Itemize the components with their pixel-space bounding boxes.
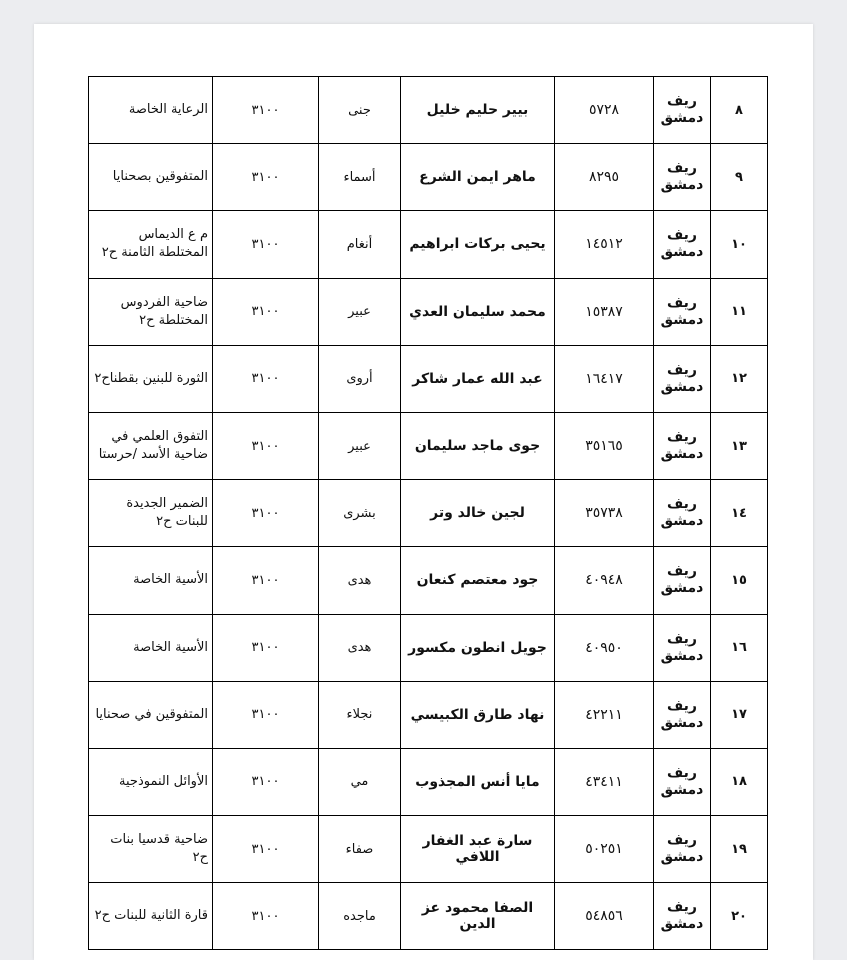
table-row (89, 480, 768, 547)
exam-number: ٥٧٢٨ (555, 77, 654, 144)
mother-name: هدى (319, 547, 401, 614)
row-index: ١٢ (711, 345, 768, 412)
region-line-2: دمشق (660, 647, 704, 664)
region-line-1: ريف (667, 160, 697, 177)
total-score: ٣١٠٠ (213, 883, 319, 950)
table-row (89, 681, 768, 748)
row-index: ٨ (711, 77, 768, 144)
student-name: مايا أنس المجذوب (401, 748, 555, 815)
region-line-1: ريف (667, 832, 697, 849)
table-row (89, 816, 768, 883)
region-line-1: ريف (667, 630, 697, 647)
region-line-2: دمشق (660, 378, 704, 395)
exam-number: ٤٠٩٥٠ (555, 614, 654, 681)
mother-name: هدى (319, 614, 401, 681)
row-index: ١٤ (711, 480, 768, 547)
region-line-1: ريف (667, 93, 697, 110)
student-name: جويل انطون مكسور (401, 614, 555, 681)
student-name: يحيى بركات ابراهيم (401, 211, 555, 278)
row-index: ٩ (711, 144, 768, 211)
results-table-body (89, 77, 768, 950)
total-score: ٣١٠٠ (213, 614, 319, 681)
exam-number: ٤٢٢١١ (555, 681, 654, 748)
region-line-2: دمشق (660, 714, 704, 731)
student-name: سارة عبد الغفار اللافي (401, 816, 555, 883)
exam-number: ٨٢٩٥ (555, 144, 654, 211)
exam-number: ١٥٣٨٧ (555, 278, 654, 345)
region-cell (654, 883, 711, 950)
region-cell (654, 211, 711, 278)
student-name: بيير حليم خليل (401, 77, 555, 144)
region-line-2: دمشق (660, 916, 704, 933)
exam-number: ٣٥٧٣٨ (555, 480, 654, 547)
school-name: الثورة للبنين بقطناح٢ (89, 345, 213, 412)
school-name: التفوق العلمي في ضاحية الأسد /حرستا (89, 412, 213, 479)
region-cell (654, 412, 711, 479)
results-table (88, 76, 768, 950)
region-cell (654, 816, 711, 883)
mother-name: صفاء (319, 816, 401, 883)
total-score: ٣١٠٠ (213, 547, 319, 614)
exam-number: ٣٥١٦٥ (555, 412, 654, 479)
school-name: م ع الديماس المختلطة الثامنة ح٢ (89, 211, 213, 278)
school-name: الأوائل النموذجية (89, 748, 213, 815)
region-cell (654, 144, 711, 211)
total-score: ٣١٠٠ (213, 748, 319, 815)
row-index: ١١ (711, 278, 768, 345)
total-score: ٣١٠٠ (213, 681, 319, 748)
school-name: الرعاية الخاصة (89, 77, 213, 144)
total-score: ٣١٠٠ (213, 144, 319, 211)
region-cell (654, 345, 711, 412)
row-index: ١٠ (711, 211, 768, 278)
region-line-1: ريف (667, 563, 697, 580)
region-line-1: ريف (667, 429, 697, 446)
region-line-2: دمشق (660, 244, 704, 261)
region-line-2: دمشق (660, 781, 704, 798)
mother-name: عبير (319, 412, 401, 479)
school-name: المتفوقين بصحنايا (89, 144, 213, 211)
region-line-1: ريف (667, 697, 697, 714)
region-cell (654, 748, 711, 815)
region-line-2: دمشق (660, 110, 704, 127)
school-name: المتفوقين في صحنايا (89, 681, 213, 748)
table-row (89, 547, 768, 614)
mother-name: ماجده (319, 883, 401, 950)
row-index: ١٧ (711, 681, 768, 748)
school-name: ضاحية قدسيا بنات ح٢ (89, 816, 213, 883)
exam-number: ٤٠٩٤٨ (555, 547, 654, 614)
table-row (89, 412, 768, 479)
school-name: الأسية الخاصة (89, 614, 213, 681)
region-line-1: ريف (667, 361, 697, 378)
table-row (89, 748, 768, 815)
exam-number: ٤٣٤١١ (555, 748, 654, 815)
region-line-2: دمشق (660, 177, 704, 194)
region-line-1: ريف (667, 899, 697, 916)
region-line-2: دمشق (660, 311, 704, 328)
exam-number: ٥٠٢٥١ (555, 816, 654, 883)
region-line-2: دمشق (660, 446, 704, 463)
total-score: ٣١٠٠ (213, 211, 319, 278)
table-row (89, 614, 768, 681)
region-line-2: دمشق (660, 513, 704, 530)
row-index: ١٩ (711, 816, 768, 883)
school-name: الضمير الجديدة للبنات ح٢ (89, 480, 213, 547)
total-score: ٣١٠٠ (213, 412, 319, 479)
table-row (89, 883, 768, 950)
region-cell (654, 480, 711, 547)
region-line-1: ريف (667, 496, 697, 513)
region-line-1: ريف (667, 764, 697, 781)
region-line-1: ريف (667, 294, 697, 311)
region-line-2: دمشق (660, 580, 704, 597)
student-name: نهاد طارق الكبيسي (401, 681, 555, 748)
student-name: عبد الله عمار شاكر (401, 345, 555, 412)
student-name: ماهر ايمن الشرع (401, 144, 555, 211)
student-name: جوى ماجد سليمان (401, 412, 555, 479)
mother-name: أسماء (319, 144, 401, 211)
row-index: ١٥ (711, 547, 768, 614)
mother-name: أروى (319, 345, 401, 412)
school-name: قارة الثانية للبنات ح٢ (89, 883, 213, 950)
total-score: ٣١٠٠ (213, 816, 319, 883)
row-index: ١٣ (711, 412, 768, 479)
mother-name: جنى (319, 77, 401, 144)
exam-number: ١٦٤١٧ (555, 345, 654, 412)
row-index: ١٦ (711, 614, 768, 681)
school-name: الأسية الخاصة (89, 547, 213, 614)
table-row (89, 211, 768, 278)
mother-name: بشرى (319, 480, 401, 547)
school-name: ضاحية الفردوس المختلطة ح٢ (89, 278, 213, 345)
total-score: ٣١٠٠ (213, 345, 319, 412)
table-row (89, 77, 768, 144)
total-score: ٣١٠٠ (213, 77, 319, 144)
row-index: ١٨ (711, 748, 768, 815)
region-line-2: دمشق (660, 849, 704, 866)
student-name: الصفا محمود عز الدين (401, 883, 555, 950)
document-page (34, 24, 813, 960)
student-name: محمد سليمان العدي (401, 278, 555, 345)
region-cell (654, 614, 711, 681)
region-line-1: ريف (667, 227, 697, 244)
region-cell (654, 681, 711, 748)
region-cell (654, 77, 711, 144)
table-row (89, 278, 768, 345)
mother-name: مي (319, 748, 401, 815)
student-name: لجين خالد وتر (401, 480, 555, 547)
total-score: ٣١٠٠ (213, 278, 319, 345)
region-cell (654, 547, 711, 614)
student-name: جود معتصم كنعان (401, 547, 555, 614)
row-index: ٢٠ (711, 883, 768, 950)
exam-number: ٥٤٨٥٦ (555, 883, 654, 950)
table-row (89, 345, 768, 412)
total-score: ٣١٠٠ (213, 480, 319, 547)
mother-name: عبير (319, 278, 401, 345)
mother-name: نجلاء (319, 681, 401, 748)
table-row (89, 144, 768, 211)
region-cell (654, 278, 711, 345)
exam-number: ١٤٥١٢ (555, 211, 654, 278)
mother-name: أنغام (319, 211, 401, 278)
